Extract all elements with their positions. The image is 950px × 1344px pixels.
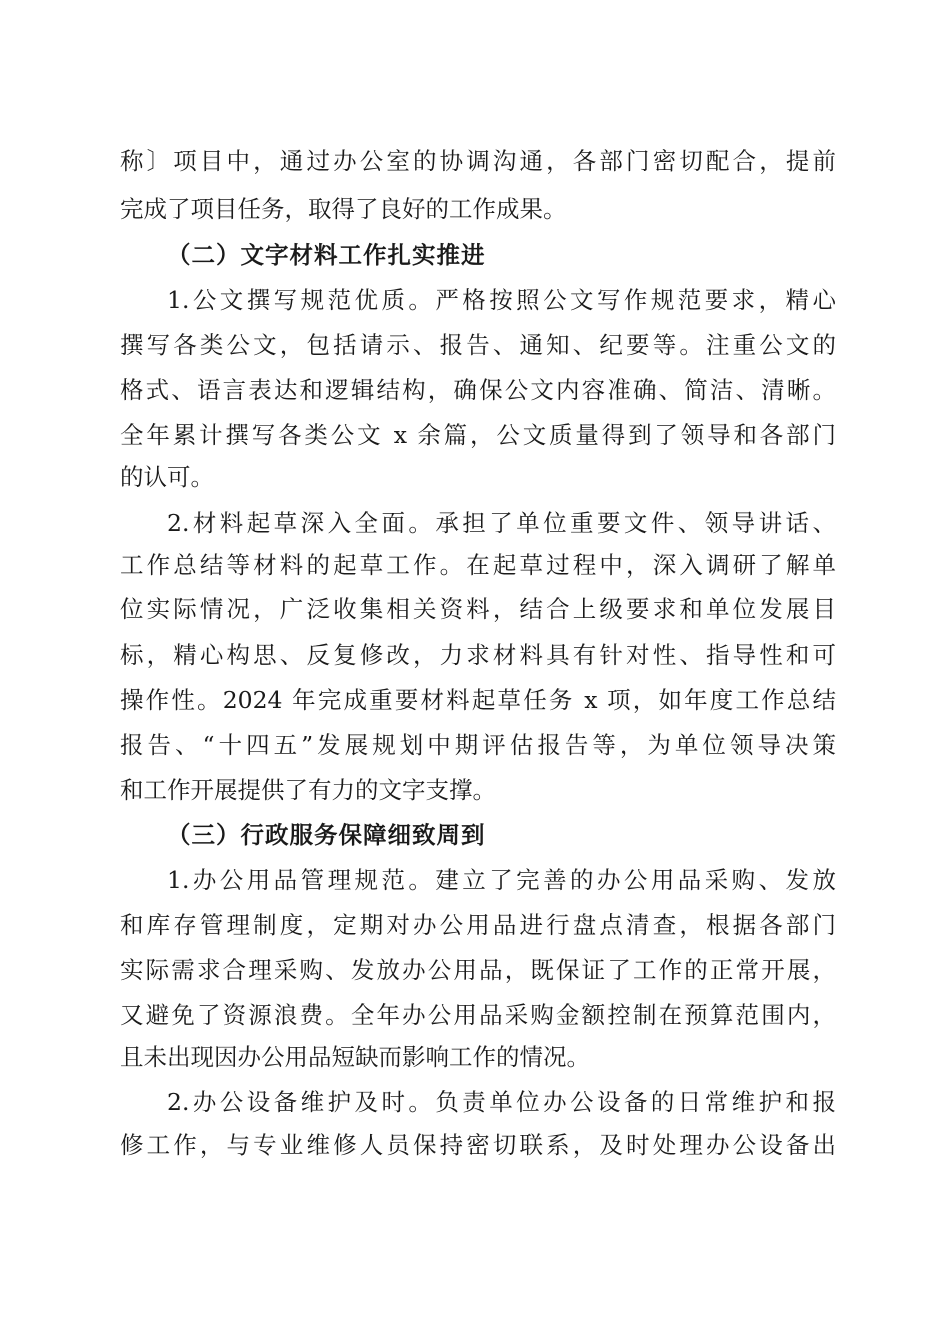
paragraph-line: 标，精心构思、反复修改，力求材料具有针对性、指导性和可 <box>120 641 836 669</box>
paragraph-line: 报告、“十四五”发展规划中期评估报告等，为单位领导决策 <box>120 731 836 759</box>
paragraph-line: 完成了项目任务，取得了良好的工作成果。 <box>120 195 567 223</box>
paragraph-line: 实际需求合理采购、发放办公用品，既保证了工作的正常开展， <box>120 956 836 984</box>
paragraph-line: 位实际情况，广泛收集相关资料，结合上级要求和单位发展目 <box>120 595 836 623</box>
paragraph-line: 1.办公用品管理规范。建立了完善的办公用品采购、发放 <box>167 866 836 894</box>
paragraph-line: 又避免了资源浪费。全年办公用品采购金额控制在预算范围内， <box>120 1001 836 1029</box>
paragraph-line: 称〕项目中，通过办公室的协调沟通，各部门密切配合，提前 <box>120 147 836 175</box>
paragraph-line: 和工作开展提供了有力的文字支撑。 <box>120 776 496 804</box>
paragraph-line: 和库存管理制度，定期对办公用品进行盘点清查，根据各部门 <box>120 911 836 939</box>
paragraph-line: 1.公文撰写规范优质。严格按照公文写作规范要求，精心 <box>167 286 836 314</box>
section-heading-3: （三）行政服务保障细致周到 <box>167 821 486 849</box>
paragraph-line: 全年累计撰写各类公文 x 余篇，公文质量得到了领导和各部门 <box>120 421 836 449</box>
paragraph-line: 2.材料起草深入全面。承担了单位重要文件、领导讲话、 <box>167 509 836 537</box>
paragraph-line: 且未出现因办公用品短缺而影响工作的情况。 <box>120 1043 590 1071</box>
paragraph-line: 修工作，与专业维修人员保持密切联系，及时处理办公设备出 <box>120 1131 836 1159</box>
section-heading-2: （二）文字材料工作扎实推进 <box>167 241 486 269</box>
paragraph-line: 格式、语言表达和逻辑结构，确保公文内容准确、简洁、清晰。 <box>120 376 836 404</box>
paragraph-line: 的认可。 <box>120 463 214 491</box>
paragraph-line: 撰写各类公文，包括请示、报告、通知、纪要等。注重公文的 <box>120 331 836 359</box>
paragraph-line: 工作总结等材料的起草工作。在起草过程中，深入调研了解单 <box>120 551 836 579</box>
paragraph-line: 操作性。2024 年完成重要材料起草任务 x 项，如年度工作总结 <box>120 686 836 714</box>
paragraph-line: 2.办公设备维护及时。负责单位办公设备的日常维护和报 <box>167 1088 836 1116</box>
